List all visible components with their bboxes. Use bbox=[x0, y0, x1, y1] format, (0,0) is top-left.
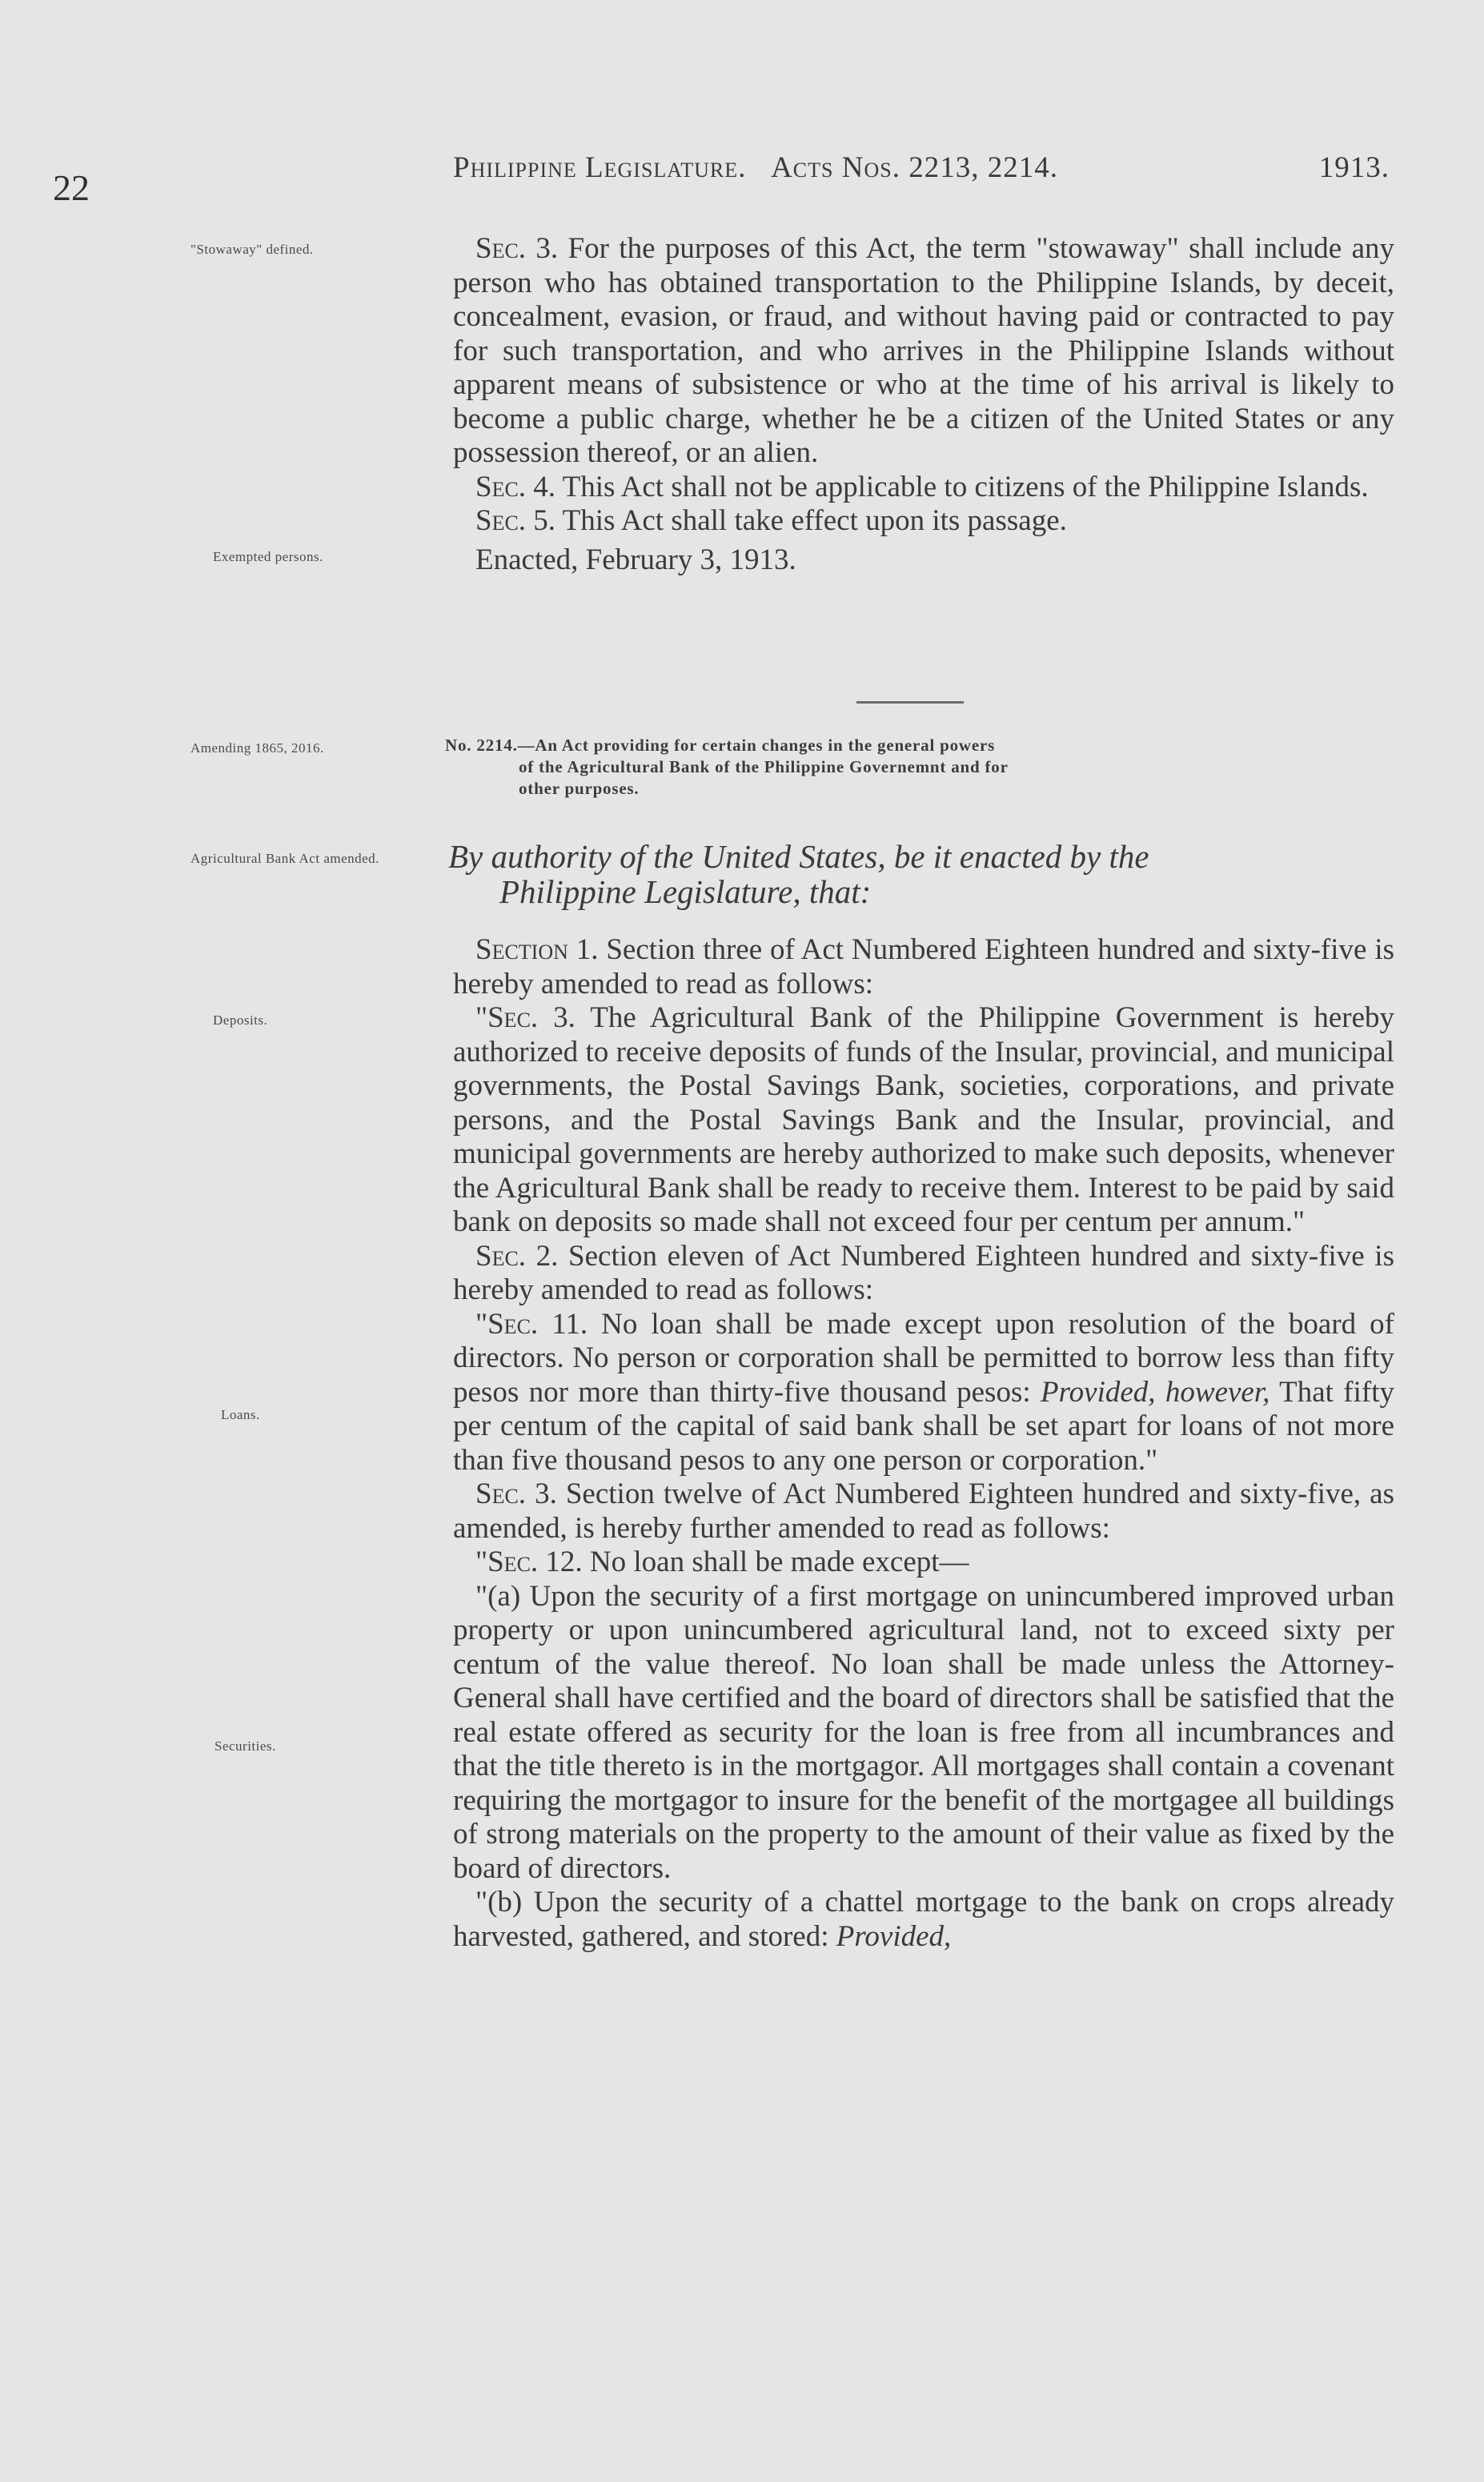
section-divider bbox=[856, 701, 964, 704]
act-2213-enacted: Enacted, February 3, 1913. bbox=[475, 543, 796, 576]
act-2213-sec4: Sec. 4. This Act shall not be applicable to citizens of the Philippine Islands. bbox=[475, 470, 1369, 503]
margin-note-exempted: Exempted persons. bbox=[213, 549, 323, 564]
act-2213-sec3: Sec. 3. For the purposes of this Act, the term "stowaway" shall include any person who has obtained transportation to the Philippine Islands, by deceit, concealment, evasion, or fraud, and without having paid or contracted to pay for such transportation, and who arrives in the Philippine Islands without apparent means of subsistence or who at the time of his arrival is likely to become a public charge, whether he be a citizen of the United States or any possession thereof, or an alien. bbox=[453, 232, 1395, 469]
act-2213-sec5: Sec. 5. This Act shall take effect upon its passage. bbox=[475, 504, 1067, 537]
margin-note-securities: Securities. bbox=[215, 1738, 276, 1754]
act-2214-section-1: Section 1. Section three of Act Numbered Eighteen hundred and sixty-five is hereby amended to read as follows: bbox=[453, 933, 1394, 1000]
header-year: 1913. bbox=[1318, 151, 1390, 184]
quoted-sec-12-a: "(a) Upon the security of a first mortgage on unincumbered improved urban property or upon unincumbered agricultural land, not to exceed sixty per centum of the value thereof. No loan shall be made unless the Attorney-General shall have certified and the board of directors shall be satisfied that the real estate offered as security for the loan is free from all incumbrances and that the title thereto is in the mortgagor. All mortgages shall contain a covenant requiring the mortgagor to insure for the benefit of the mortgagee all buildings of strong materials on the property to the amount of their value as fixed by the board of directors. bbox=[453, 1579, 1395, 1885]
page-number: 22 bbox=[53, 167, 90, 208]
header-title: Philippine Legislature. bbox=[453, 151, 747, 184]
quoted-sec-11: "Sec. 11. No loan shall be made except upon resolution of the board of directors. No person or corporation shall be permitted to borrow less than fifty pesos nor more than thirty-five thousand pesos: Provided, however, That fifty per centum of the capital of said bank shall be set apart for loans of not more than five thousand pesos to any one person or corporation." bbox=[453, 1307, 1395, 1477]
act-2214-text bbox=[453, 933, 1394, 1954]
act-2214-number: No. 2214. bbox=[445, 736, 518, 755]
quoted-sec-12: "Sec. 12. No loan shall be made except— bbox=[475, 1546, 969, 1578]
margin-note-stowaway: "Stowaway" defined. bbox=[191, 242, 314, 257]
quoted-sec-12-b: "(b) Upon the security of a chattel mortgage to the bank on crops already harvested, gathered, and stored: Provided, bbox=[453, 1886, 1395, 1953]
act-2214-section-3: Sec. 3. Section twelve of Act Numbered Eighteen hundred and sixty-five, as amended, is hereby further amended to read as follows: bbox=[453, 1478, 1394, 1545]
margin-note-loans: Loans. bbox=[221, 1407, 260, 1422]
act-2214-section-2: Sec. 2. Section eleven of Act Numbered Eighteen hundred and sixty-five is hereby amended to read as follows: bbox=[453, 1239, 1394, 1306]
quoted-sec-3: "Sec. 3. The Agricultural Bank of the Philippine Government is hereby authorized to receive deposits of funds of the Insular, provincial, and municipal governments, the Postal Savings Bank, societies, corporations, and private persons, and the Postal Savings Bank and the Insular, provincial, and municipal governments are hereby authorized to make such deposits, whenever the Agricultural Bank shall be ready to receive them. Interest to be paid by said bank on deposits so made shall not exceed four per centum per annum." bbox=[453, 1001, 1395, 1238]
header-acts: Acts Nos. 2213, 2214. bbox=[771, 151, 1058, 184]
act-2213-text bbox=[453, 232, 1394, 577]
margin-note-amending: Amending 1865, 2016. bbox=[191, 740, 324, 756]
margin-note-agricultural-bank: Agricultural Bank Act amended. bbox=[191, 851, 379, 866]
enacting-clause: By authority of the United States, be it enacted by the Philippine Legislature, that: bbox=[448, 838, 1149, 910]
margin-note-deposits: Deposits. bbox=[213, 1012, 268, 1028]
running-header bbox=[453, 150, 1390, 185]
act-2214-title: No. 2214.—An Act providing for certain changes in the general powers of the Agricultural Bank of the Philippine Governemnt and for other purposes. bbox=[445, 736, 1009, 798]
